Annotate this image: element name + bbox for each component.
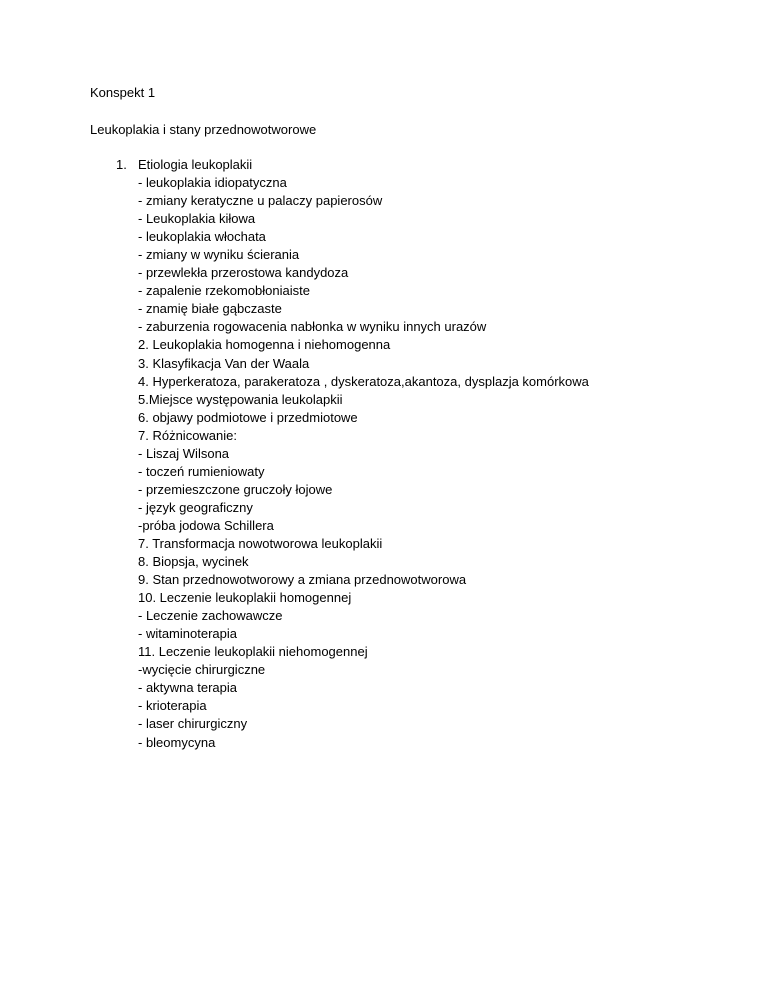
- list-item-text: - krioterapia: [138, 698, 207, 714]
- list-item: [0, 228, 768, 246]
- list-item-text: 11. Leczenie leukoplakii niehomogennej: [138, 644, 368, 660]
- list-item-text: - leukoplakia idiopatyczna: [138, 175, 287, 191]
- list-item: [0, 174, 768, 192]
- list-item-text: 5.Miejsce występowania leukolapkii: [138, 391, 343, 407]
- list-item-text: -próba jodowa Schillera: [138, 517, 274, 533]
- list-item-text: - leukoplakia włochata: [138, 229, 266, 245]
- list-item: [0, 589, 768, 607]
- list-item: [0, 192, 768, 210]
- list-item: [0, 246, 768, 264]
- list-item-text: - Leczenie zachowawcze: [138, 608, 283, 624]
- list-item: [0, 336, 768, 354]
- list-item: [0, 661, 768, 679]
- list-item-text: - zaburzenia rogowacenia nabłonka w wyniku innych urazów: [138, 319, 487, 335]
- list-item: [0, 625, 768, 643]
- list-item-text: 10. Leczenie leukoplakii homogennej: [138, 590, 352, 606]
- list-item-text: -wycięcie chirurgiczne: [138, 662, 266, 678]
- document-title: Konspekt 1: [90, 85, 156, 100]
- list-item-text: - zmiany keratyczne u palaczy papierosów: [138, 193, 383, 209]
- list-item: [0, 156, 768, 174]
- list-item: [0, 300, 768, 318]
- list-item: [0, 210, 768, 228]
- list-item-text: 7. Różnicowanie:: [138, 427, 237, 443]
- list-item: [0, 499, 768, 517]
- list-item-text: - witaminoterapia: [138, 626, 237, 642]
- list-item: [0, 463, 768, 481]
- list-item: [0, 391, 768, 409]
- list-item: [0, 264, 768, 282]
- list-item-text: 9. Stan przednowotworowy a zmiana przednowotworowa: [138, 572, 467, 588]
- list-item-text: - język geograficzny: [138, 499, 253, 515]
- list-item: [0, 409, 768, 427]
- list-item-text: 7. Transformacja nowotworowa leukoplakii: [138, 535, 383, 551]
- document-subtitle: Leukoplakia i stany przednowotworowe: [90, 122, 317, 137]
- list-item: [0, 517, 768, 535]
- list-item-number: 1.: [116, 157, 127, 172]
- list-item: [0, 535, 768, 553]
- list-item-text: 2. Leukoplakia homogenna i niehomogenna: [138, 337, 391, 353]
- list-item-text: 6. objawy podmiotowe i przedmiotowe: [138, 409, 358, 425]
- list-item: [0, 445, 768, 463]
- list-item: [0, 715, 768, 733]
- list-item: [0, 607, 768, 625]
- list-item: [0, 734, 768, 752]
- list-item: [0, 553, 768, 571]
- list-item-text: - Leukoplakia kiłowa: [138, 211, 256, 227]
- list-item-text: - zmiany w wyniku ścierania: [138, 247, 300, 263]
- list-item-text: - aktywna terapia: [138, 680, 237, 696]
- list-item-text: 4. Hyperkeratoza, parakeratoza , dyskeratoza,akantoza, dysplazja komórkowa: [138, 373, 589, 389]
- list-item: [0, 373, 768, 391]
- list-item: [0, 679, 768, 697]
- list-item-text: - Liszaj Wilsona: [138, 445, 230, 461]
- list-item-text: - zapalenie rzekomobłoniaiste: [138, 283, 310, 299]
- list-item-text: - laser chirurgiczny: [138, 716, 248, 732]
- list-item: [0, 318, 768, 336]
- list-item-text: 8. Biopsja, wycinek: [138, 554, 249, 570]
- list-item: [0, 355, 768, 373]
- list-item-text: 3. Klasyfikacja Van der Waala: [138, 355, 310, 371]
- list-item-text: - bleomycyna: [138, 734, 216, 750]
- list-item-text: - przemieszczone gruczoły łojowe: [138, 481, 333, 497]
- list-item-text: - znamię białe gąbczaste: [138, 301, 282, 317]
- list-item: [0, 697, 768, 715]
- list-item: [0, 481, 768, 499]
- list-item-text: Etiologia leukoplakii: [138, 157, 253, 172]
- outline-list: [0, 156, 768, 752]
- list-item-text: - toczeń rumieniowaty: [138, 463, 265, 479]
- list-item: [0, 643, 768, 661]
- list-item: [0, 571, 768, 589]
- list-item-text: - przewlekła przerostowa kandydoza: [138, 265, 349, 281]
- list-item: [0, 427, 768, 445]
- list-item: [0, 282, 768, 300]
